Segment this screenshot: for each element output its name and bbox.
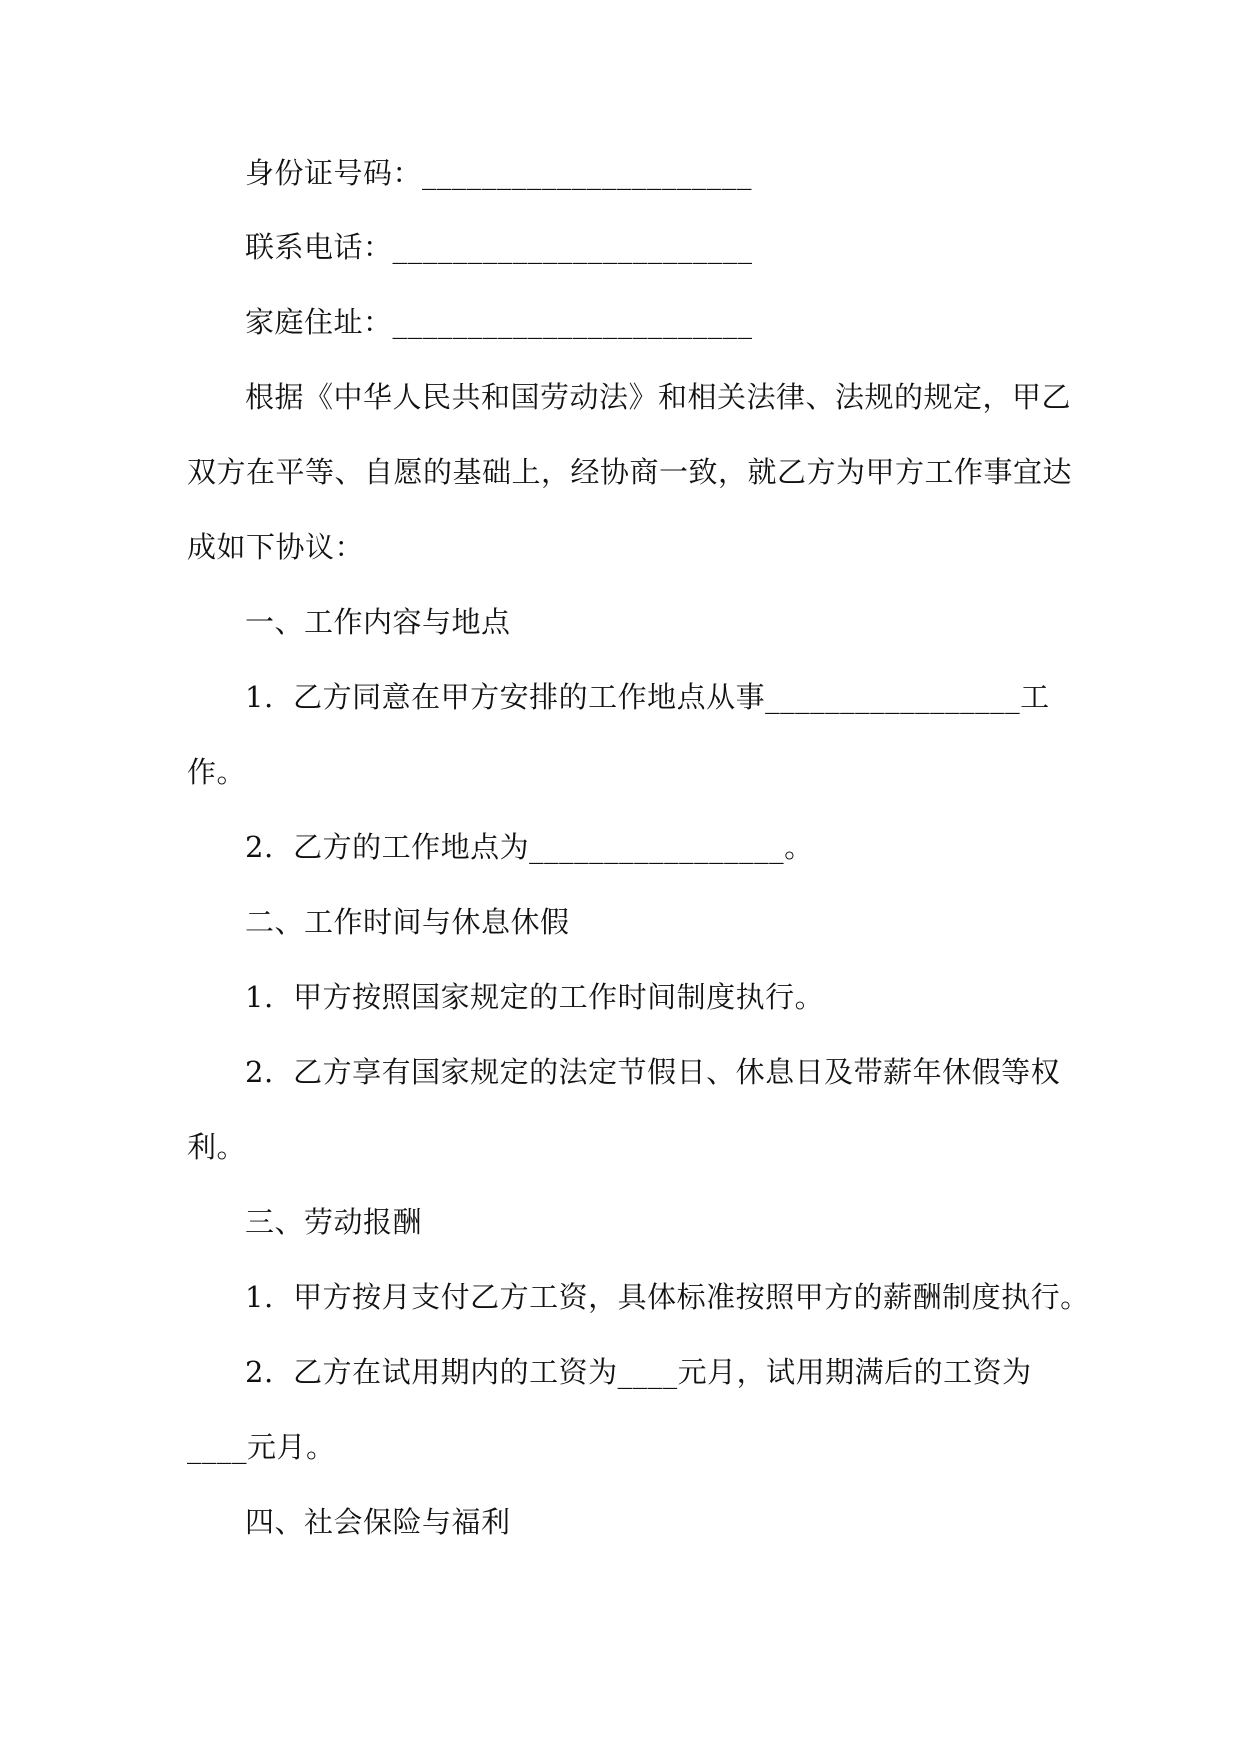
section-3-item-2-line-2: ____元月。 [187,1430,336,1464]
section-2-item-2-line-1: 2. 乙方享有国家规定的法定节假日、休息日及带薪年休假等权 [245,1055,1061,1089]
section-2-item-1: 1. 甲方按照国家规定的工作时间制度执行。 [245,980,825,1014]
preamble-line-1: 根据《中华人民共和国劳动法》和相关法律、法规的规定，甲乙 [245,380,1072,414]
section-2-heading: 二、工作时间与休息休假 [245,905,570,939]
phone-field: 联系电话：________________________ [245,230,753,264]
section-2-item-2-line-2: 利。 [187,1130,247,1164]
section-1-item-1-line-1: 1. 乙方同意在甲方安排的工作地点从事_________________工 [245,680,1050,714]
section-3-item-2-line-1: 2. 乙方在试用期内的工资为____元月，试用期满后的工资为 [245,1355,1032,1389]
section-1-item-1-line-2: 作。 [187,755,247,789]
section-1-heading: 一、工作内容与地点 [245,605,511,639]
preamble-line-3: 成如下协议： [187,530,365,564]
section-3-heading: 三、劳动报酬 [245,1205,423,1239]
section-3-item-1: 1. 甲方按月支付乙方工资，具体标准按照甲方的薪酬制度执行。 [245,1280,1090,1314]
section-4-heading: 四、社会保险与福利 [245,1505,511,1539]
preamble-line-2: 双方在平等、自愿的基础上，经协商一致，就乙方为甲方工作事宜达 [187,455,1073,489]
address-field: 家庭住址：________________________ [245,305,753,339]
id-number-field: 身份证号码：______________________ [245,156,753,190]
section-1-item-2: 2. 乙方的工作地点为_________________。 [245,830,814,864]
